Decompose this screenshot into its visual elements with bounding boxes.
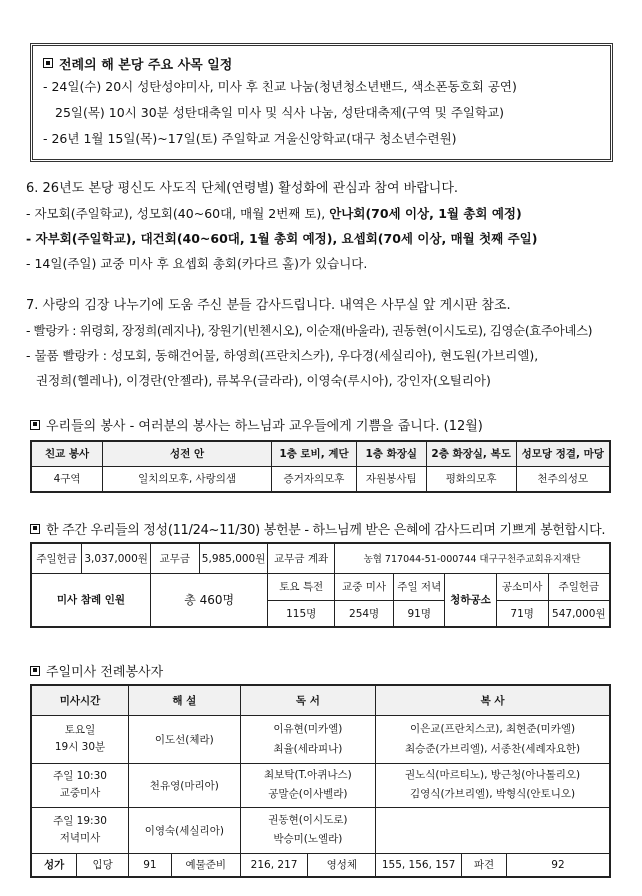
section-6 — [26, 177, 621, 276]
service-table — [30, 440, 611, 493]
liturgy-header-row — [31, 685, 610, 715]
schedule-line-3: - 26년 1월 15일(목)~17일(토) 주일학교 겨울신앙학교(대구 청소년수련원) — [43, 131, 457, 146]
section-6-line-1 — [26, 201, 621, 226]
service-value: 일치의모후, 사랑의샘 — [103, 466, 272, 492]
service-value: 4구역 — [31, 466, 103, 492]
server: 최승준(가브리엘), 서종찬(세례자요한) — [404, 743, 581, 755]
dues-value: 5,985,000원 — [199, 543, 268, 573]
gongso-offering-label: 주일헌금 — [548, 573, 610, 600]
section-6-head: 6. 26년도 본당 평신도 사도직 단체(연령별) 활성화에 관심과 참여 바랍니다. — [26, 181, 459, 196]
service-header-row — [31, 441, 610, 466]
offering-row-1 — [31, 543, 610, 573]
service-title: 우리들의 봉사 - 여러분의 봉사는 하느님과 교우들에게 기쁨을 줍니다. (12월) — [46, 419, 483, 434]
reader: 권동현(이시도로) — [268, 814, 348, 826]
offering-row-2 — [31, 573, 610, 600]
communion-number: 155, 156, 157 — [376, 853, 462, 877]
gongso-offering-value: 547,000원 — [548, 600, 610, 627]
section-7-head: 7. 사랑의 김장 나누기에 도움 주신 분들 감사드립니다. 내역은 사무실 앞 게시판 참조. — [26, 298, 511, 313]
hymn-row — [31, 853, 610, 877]
square-bullet-icon — [30, 666, 40, 676]
section-6-line-1b: 안나회(70세 이상, 1월 총회 예정) — [329, 206, 522, 221]
server: 이은교(프란치스코), 최현준(미카엘) — [410, 723, 576, 735]
attendance-total: 총 460명 — [150, 573, 267, 627]
server: 권노식(마르티노), 방근청(아나톨리오) — [404, 769, 581, 781]
square-bullet-icon — [30, 524, 40, 534]
commentator: 이도선(체라) — [129, 715, 241, 763]
mass-time-day: 토요일 — [64, 724, 96, 736]
hymn-label: 성가 — [31, 853, 77, 877]
mass-time-hour: 저녁미사 — [59, 832, 101, 844]
saturday-mass-label: 토요 특전 — [268, 573, 335, 600]
service-value-row — [31, 466, 610, 492]
readers — [240, 763, 375, 807]
section-7-line-2: - 물품 빨랑카 : 성모회, 동해건어물, 하영희(프란치스카), 우다경(세실리아), 현도원(가브리엘), — [26, 348, 539, 363]
service-header: 성모당 정결, 마당 — [516, 441, 610, 466]
service-header: 2층 화장실, 복도 — [426, 441, 516, 466]
servers — [376, 763, 610, 807]
section-6-line-3: - 14일(주일) 교중 미사 후 요셉회 총회(카다르 홀)가 있습니다. — [26, 256, 368, 271]
offering-table — [30, 542, 611, 628]
schedule-line-2: 25일(목) 10시 30분 성탄대축일 미사 및 식사 나눔, 성탄대축제(구역 및 주일학교) — [55, 105, 505, 120]
evening-mass-label: 주일 저녁 — [394, 573, 445, 600]
offering-title: 한 주간 우리들의 정성(11/24~11/30) 봉헌분 - 하느님께 받은 은혜에 감사드리며 기쁘게 봉헌합시다. — [46, 523, 606, 538]
mass-time — [31, 715, 129, 763]
entrance-label: 입당 — [77, 853, 129, 877]
recessional-number: 92 — [506, 853, 610, 877]
section-6-line-1a: - 자모회(주일학교), 성모회(40~60대, 매월 2번째 토), — [26, 206, 330, 221]
liturgy-row — [31, 715, 610, 763]
service-title-row — [30, 415, 483, 434]
schedule-box — [30, 43, 613, 162]
readers — [240, 807, 375, 853]
gongso-mass-label: 공소미사 — [496, 573, 548, 600]
reader: 이유현(미카엘) — [273, 723, 343, 735]
mass-time-day: 주일 10:30 — [53, 770, 107, 782]
offering-title-row — [30, 519, 605, 538]
liturgy-header: 독 서 — [240, 685, 375, 715]
square-bullet-icon — [43, 58, 53, 68]
evening-mass-value: 91명 — [394, 600, 445, 627]
mass-time-day: 주일 19:30 — [53, 815, 107, 827]
reader: 박승미(노엘라) — [273, 833, 343, 845]
recessional-label: 파견 — [462, 853, 507, 877]
reader: 최보탁(T.아퀴나스) — [264, 769, 352, 781]
saturday-mass-value: 115명 — [268, 600, 335, 627]
entrance-number: 91 — [129, 853, 172, 877]
schedule-line-1: - 24일(수) 20시 성탄성야미사, 미사 후 친교 나눔(청년청소년밴드, 색소폰동호회 공연) — [43, 79, 517, 94]
main-mass-value: 254명 — [334, 600, 393, 627]
mass-time — [31, 807, 129, 853]
service-value: 자원봉사팀 — [356, 466, 426, 492]
dues-label: 교무금 — [150, 543, 199, 573]
liturgy-header: 미사시간 — [31, 685, 129, 715]
mass-time-hour: 교중미사 — [59, 787, 101, 799]
schedule-title-row — [43, 52, 600, 74]
servers — [376, 807, 610, 853]
gongso-mass-value: 71명 — [496, 600, 548, 627]
liturgy-table — [30, 684, 611, 878]
section-7-line-3: 권정희(헬레나), 이경란(안젤라), 류복우(글라라), 이영숙(루시아), 강인자(오틸리아) — [36, 373, 491, 388]
main-mass-label: 교중 미사 — [334, 573, 393, 600]
service-header: 성전 안 — [103, 441, 272, 466]
schedule-title: 전례의 해 본당 주요 사목 일정 — [59, 57, 233, 73]
service-header: 친교 봉사 — [31, 441, 103, 466]
attendance-label: 미사 참례 인원 — [31, 573, 150, 627]
offertory-label: 예물준비 — [171, 853, 240, 877]
liturgy-header: 복 사 — [376, 685, 610, 715]
square-bullet-icon — [30, 420, 40, 430]
commentator: 천유영(마리아) — [129, 763, 241, 807]
service-header: 1층 로비, 계단 — [272, 441, 357, 466]
liturgy-header: 해 설 — [129, 685, 241, 715]
service-value: 증거자의모후 — [272, 466, 357, 492]
section-7 — [26, 294, 621, 393]
readers — [240, 715, 375, 763]
commentator: 이영숙(세실리아) — [129, 807, 241, 853]
reader: 최율(세라피나) — [273, 743, 343, 755]
mass-time — [31, 763, 129, 807]
sunday-offering-label: 주일헌금 — [31, 543, 82, 573]
servers — [376, 715, 610, 763]
offertory-number: 216, 217 — [240, 853, 308, 877]
liturgy-title-row — [30, 661, 163, 680]
section-7-line-1: - 빨랑카 : 위령회, 장정희(레지나), 장원기(빈첸시오), 이순재(바울라), 권동현(이시도로), 김영순(효주아녜스) — [26, 323, 593, 338]
section-6-line-2: - 자부회(주일학교), 대건회(40~60대, 1월 총회 예정), 요셉회(70세 이상, 매월 첫째 주일) — [26, 231, 538, 246]
account-value: 농협 717044-51-000744 대구구천주교회유지재단 — [334, 543, 610, 573]
service-header: 1층 화장실 — [356, 441, 426, 466]
communion-label: 영성체 — [308, 853, 376, 877]
service-value: 평화의모후 — [426, 466, 516, 492]
reader: 공말순(이사벨라) — [268, 788, 348, 800]
cheongha-gongso-label: 청하공소 — [445, 573, 496, 627]
mass-time-hour: 19시 30분 — [54, 741, 106, 753]
server: 김영식(가브리엘), 박형식(안토니오) — [410, 788, 576, 800]
service-value: 천주의성모 — [516, 466, 610, 492]
sunday-offering-value: 3,037,000원 — [82, 543, 151, 573]
liturgy-title: 주일미사 전례봉사자 — [46, 665, 164, 680]
liturgy-row — [31, 763, 610, 807]
liturgy-row — [31, 807, 610, 853]
account-label: 교무금 계좌 — [268, 543, 335, 573]
